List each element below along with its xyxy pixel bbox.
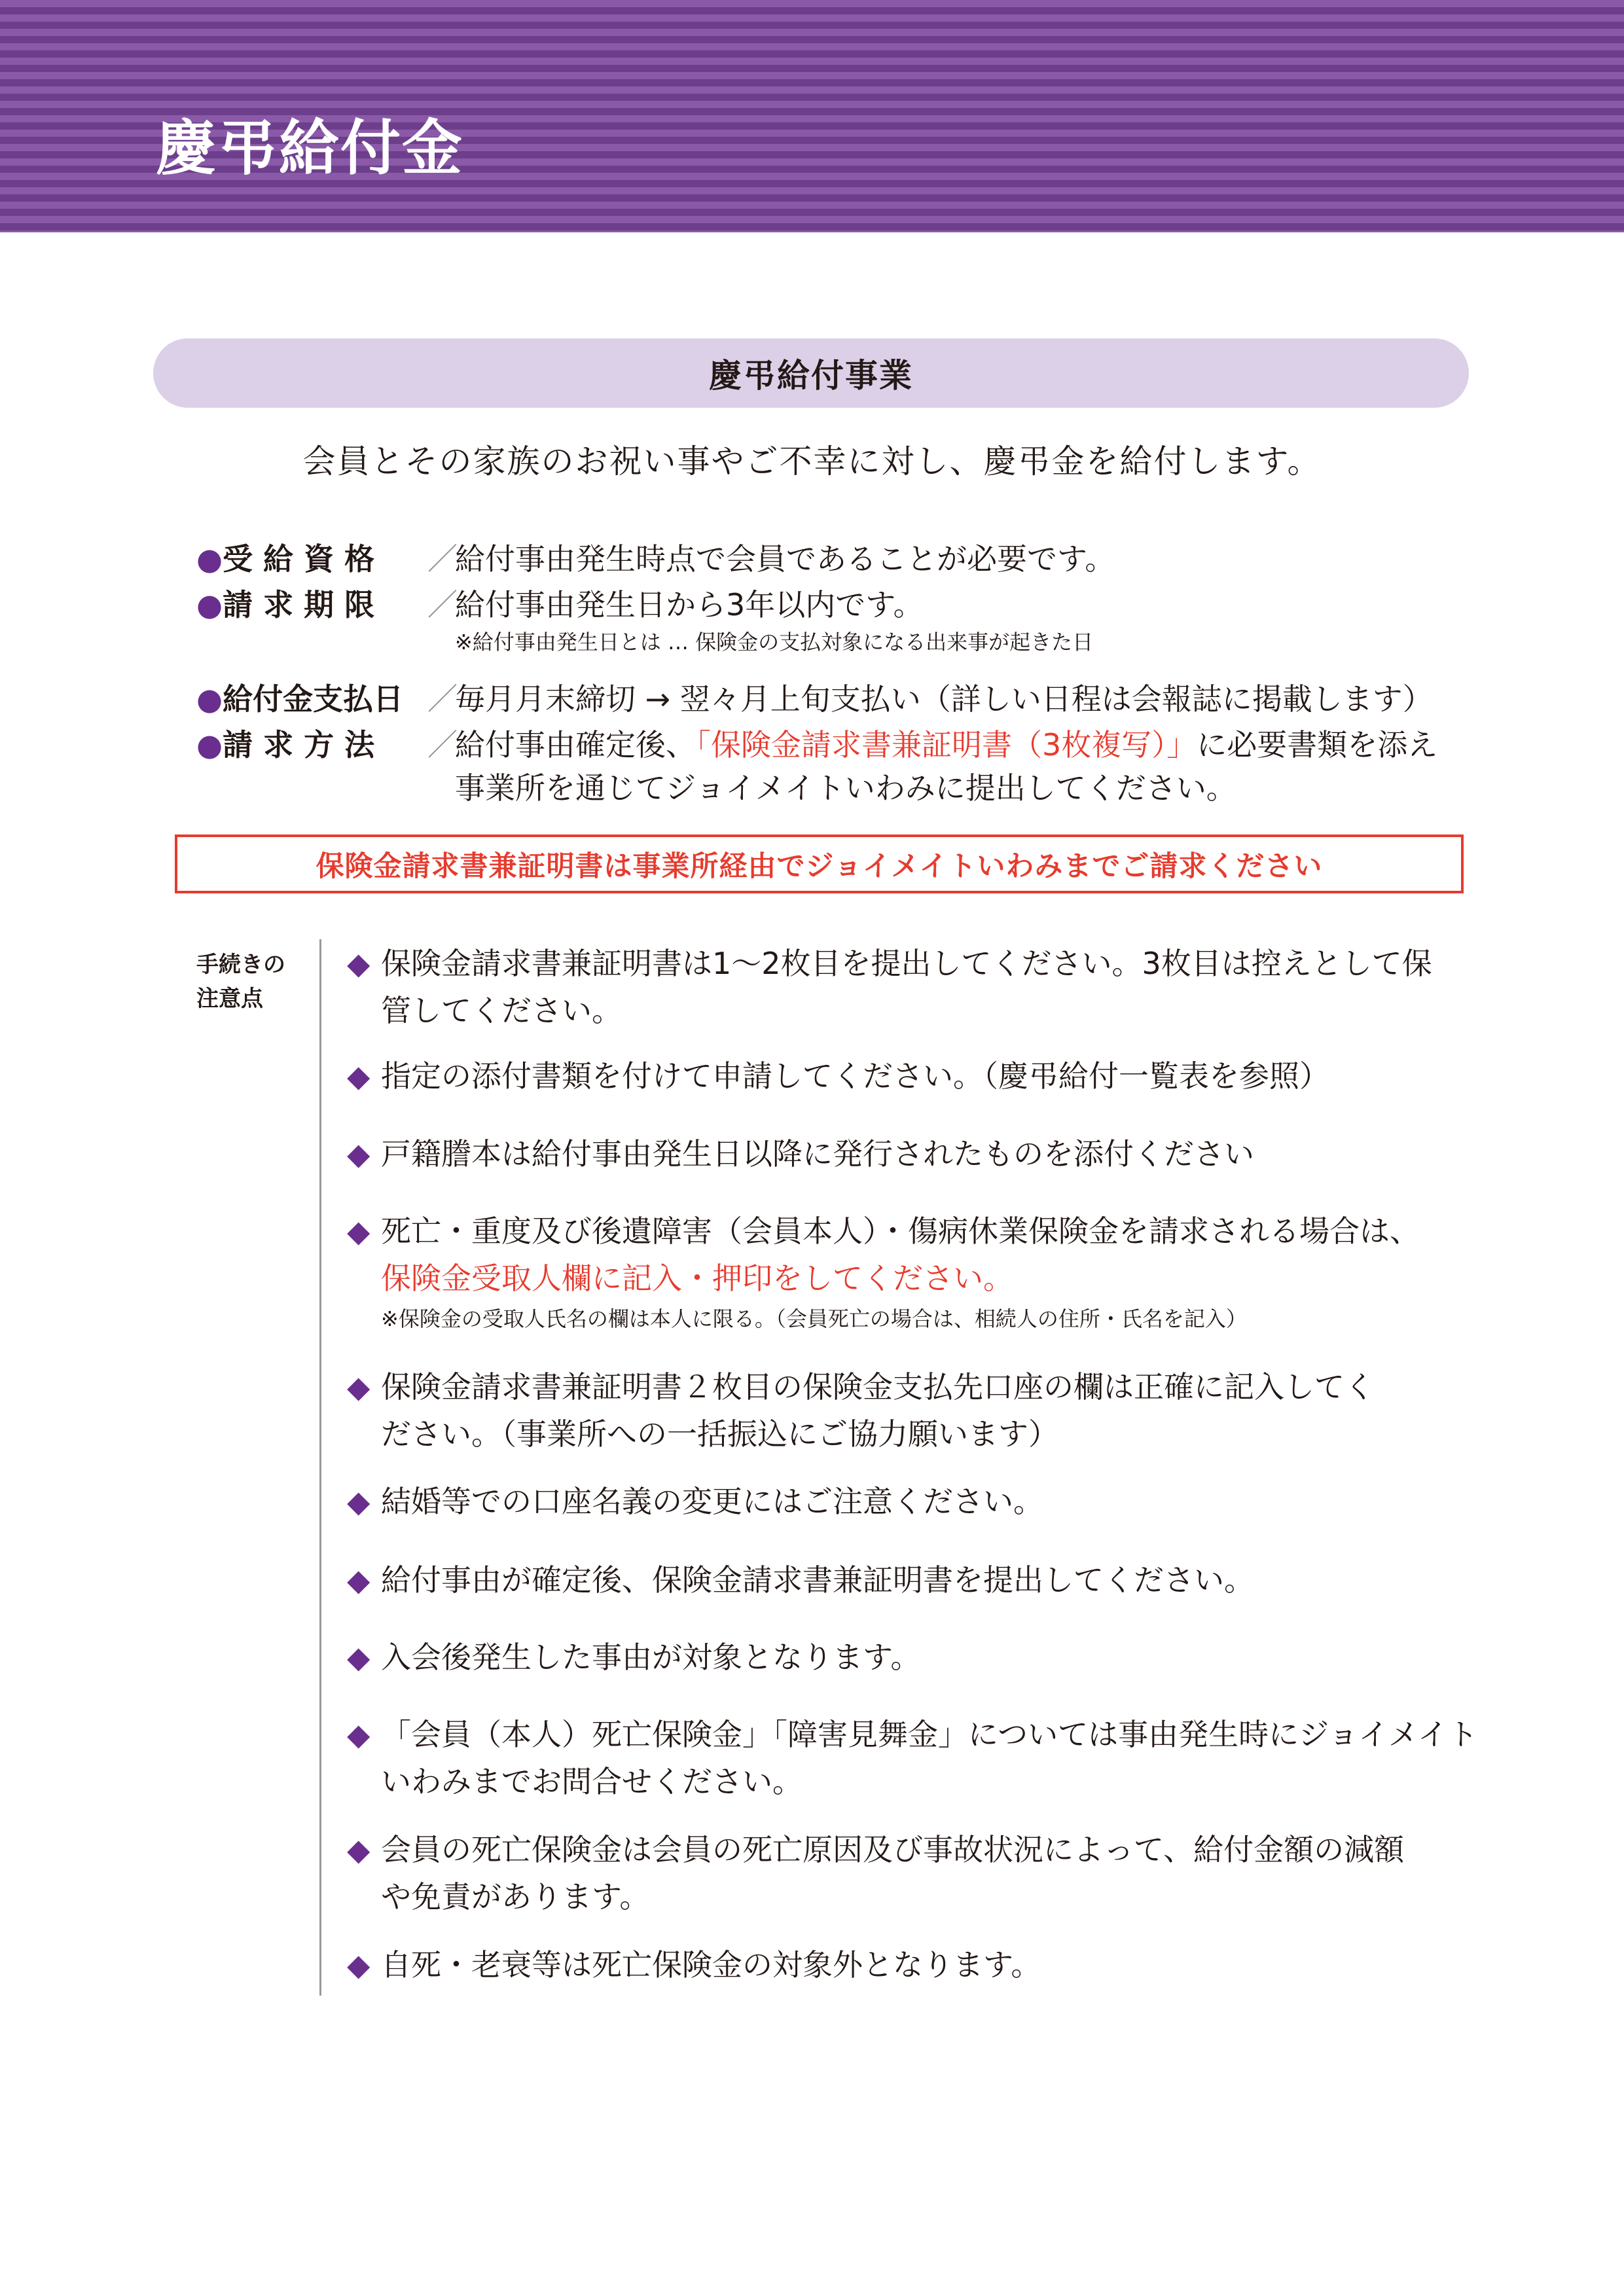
procedure-item: ◆ 戸籍謄本は給付事由発生日以降に発行されたものを添付ください (347, 1136, 1254, 1172)
bullet-dot-icon: ● (196, 727, 223, 762)
info-value: 給付事由確定後、「保険金請求書兼証明書（3枚複写）」に必要書類を添え (455, 727, 1438, 762)
deadline-note: ※給付事由発生日とは … 保険金の支払対象になる出来事が起きた日 (455, 630, 1094, 655)
procedure-item: ◆ 会員の死亡保険金は会員の死亡原因及び事故状況によって、給付金額の減額 や免責があります。 (347, 1832, 1405, 1914)
slash-separator: ／ (427, 541, 458, 577)
bullet-dot-icon: ● (196, 541, 223, 577)
section-heading-pill (153, 338, 1469, 408)
diamond-bullet-icon: ◆ (347, 1213, 370, 1249)
procedure-item: ◆ 入会後発生した事由が対象となります。 (347, 1640, 921, 1675)
diamond-bullet-icon: ◆ (347, 1369, 370, 1405)
info-row-eligibility (196, 535, 1115, 583)
info-label: ●請 求 期 限 (196, 587, 375, 622)
info-value: 給付事由発生時点で会員であることが必要です。 (455, 541, 1115, 577)
diamond-bullet-icon: ◆ (347, 1136, 370, 1172)
bullet-dot-icon: ● (196, 681, 223, 717)
header-band (0, 0, 1624, 232)
procedure-item: ◆ 結婚等での口座名義の変更にはご注意ください。 (347, 1484, 1043, 1519)
info-row-payment-date (196, 675, 1433, 723)
method-continuation: 事業所を通じてジョイメイトいわみに提出してください。 (455, 770, 1236, 806)
diamond-bullet-icon: ◆ (347, 946, 370, 981)
procedure-item: ◆ 保険金請求書兼証明書２枚目の保険金支払先口座の欄は正確に記入してく ださい。（事業所への一括振込にご協力願います） (347, 1369, 1375, 1452)
diamond-bullet-icon: ◆ (347, 1832, 370, 1867)
diamond-bullet-icon: ◆ (347, 1640, 370, 1675)
diamond-bullet-icon: ◆ (347, 1484, 370, 1519)
diamond-bullet-icon: ◆ (347, 1058, 370, 1094)
info-value: 毎月月末締切 → 翌々月上旬支払い（詳しい日程は会報誌に掲載します） (455, 681, 1433, 717)
form-name-highlight: 「保険金請求書兼証明書（3枚複写）」 (696, 727, 1197, 762)
page-title: 慶弔給付金 (156, 113, 464, 183)
bullet-dot-icon: ● (196, 587, 223, 622)
procedure-item: ◆ 指定の添付書類を付けて申請してください。（慶弔給付一覧表を参照） (347, 1058, 1329, 1094)
section-title: 慶弔給付事業 (709, 357, 913, 395)
slash-separator: ／ (427, 681, 458, 717)
note-text: ※保険金の受取人氏名の欄は本人に限る。（会員死亡の場合は、相続人の住所・氏名を記入） (381, 1306, 1247, 1331)
intro-text: 会員とその家族のお祝い事やご不幸に対し、慶弔金を給付します。 (302, 442, 1322, 480)
diamond-bullet-icon: ◆ (347, 1947, 370, 1982)
procedure-item: ◆ 保険金請求書兼証明書は1～2枚目を提出してください。3枚目は控えとして保 管してください。 (347, 946, 1432, 1028)
slash-separator: ／ (427, 587, 458, 622)
info-label: ●給付金支払日 (196, 681, 404, 717)
procedure-item: ◆ 自死・老衰等は死亡保険金の対象外となります。 (347, 1947, 1041, 1982)
info-label: ●受 給 資 格 (196, 541, 375, 577)
notice-text: 保険金請求書兼証明書は事業所経由でジョイメイトいわみまでご請求ください (316, 850, 1323, 883)
diamond-bullet-icon: ◆ (347, 1562, 370, 1598)
procedures-label: 手続きの 注意点 (196, 952, 285, 1012)
info-value: 給付事由発生日から3年以内です。 (455, 587, 924, 622)
red-instruction: 保険金受取人欄に記入・押印をしてください。 (381, 1261, 1013, 1296)
info-row-method (196, 721, 1437, 768)
notice-box (175, 834, 1464, 893)
procedure-item: ◆ 給付事由が確定後、保険金請求書兼証明書を提出してください。 (347, 1562, 1254, 1598)
procedures-divider (319, 939, 321, 1996)
info-label: ●請 求 方 法 (196, 727, 375, 762)
diamond-bullet-icon: ◆ (347, 1717, 370, 1752)
procedure-item: ◆ 「会員（本人）死亡保険金」「障害見舞金」については事由発生時にジョイメイト いわみまでお問合せください。 (347, 1717, 1478, 1799)
slash-separator: ／ (427, 727, 458, 762)
procedure-item: ◆ 死亡・重度及び後遺障害（会員本人）・傷病休業保険金を請求される場合は、 保険金受取人欄に記入・押印をしてください。 ※保険金の受取人氏名の欄は本人に限る。（会員死亡の場合は、相続人の住所・氏名を記入） (347, 1208, 1447, 1255)
info-row-deadline (196, 581, 924, 628)
